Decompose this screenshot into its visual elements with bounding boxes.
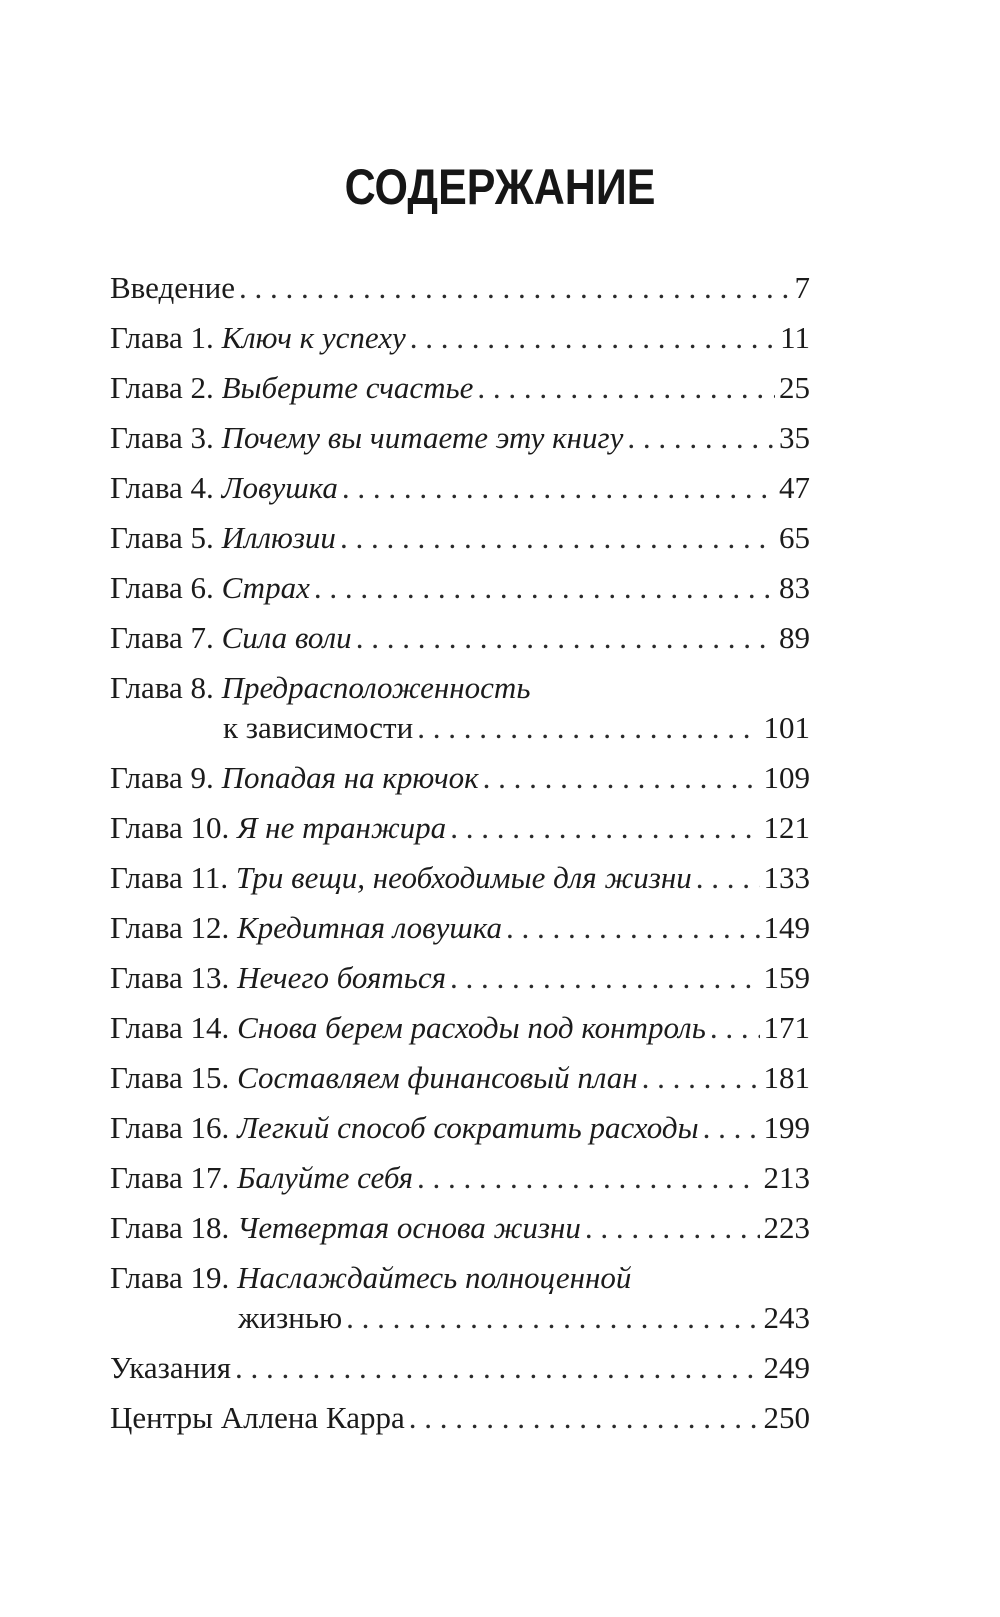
toc-entry-chapter-3[interactable] — [110, 418, 810, 458]
toc-entry-label — [110, 668, 530, 708]
dot-leader — [239, 268, 791, 308]
chapter-title: Наслаждайтесь полноценной — [237, 1260, 632, 1295]
toc-entry-chapter-5[interactable] — [110, 518, 810, 558]
toc-entry-label — [110, 368, 473, 408]
chapter-prefix: Глава 12. — [110, 910, 238, 945]
toc-entry-label — [110, 418, 623, 458]
chapter-title: Балуйте себя — [237, 1160, 414, 1195]
dot-leader — [506, 908, 760, 948]
toc-page-number: 249 — [763, 1350, 810, 1385]
dot-leader — [450, 808, 759, 848]
toc-entry-label — [110, 618, 352, 658]
toc-page-number: 101 — [763, 710, 810, 745]
dot-leader — [314, 568, 775, 608]
toc-entry-chapter-12[interactable] — [110, 908, 810, 948]
toc-entry-label — [110, 908, 502, 948]
chapter-prefix: Глава 5. — [110, 520, 222, 555]
chapter-title: Три вещи, необходимые для жизни — [235, 860, 692, 895]
toc-page-number: 121 — [763, 810, 810, 845]
chapter-title: Ловушка — [221, 470, 338, 505]
toc-entry-chapter-18[interactable] — [110, 1208, 810, 1248]
toc-page-number: 223 — [763, 1210, 810, 1245]
toc-entry-chapter-16[interactable] — [110, 1108, 810, 1148]
dot-leader — [627, 418, 775, 458]
dot-leader — [235, 1348, 759, 1388]
toc-page-number: 199 — [763, 1110, 810, 1145]
chapter-title: Выберите счастье — [221, 370, 474, 405]
toc-entry-label — [110, 858, 692, 898]
chapter-title: Четвертая основа жизни — [237, 1210, 581, 1245]
toc-entry-chapter-10[interactable] — [110, 808, 810, 848]
chapter-prefix: Глава 11. — [110, 860, 236, 895]
toc-entry-chapter-19-continued[interactable] — [110, 1298, 810, 1338]
toc-page-number: 11 — [780, 320, 810, 355]
dot-leader — [409, 1398, 760, 1438]
dot-leader — [477, 368, 775, 408]
chapter-prefix: Глава 1. — [110, 320, 222, 355]
toc-entry-label — [110, 1258, 631, 1298]
chapter-prefix: Глава 17. — [110, 1160, 238, 1195]
chapter-title: Ключ к успеху — [221, 320, 406, 355]
chapter-prefix: Глава 4. — [110, 470, 222, 505]
dot-leader — [710, 1008, 760, 1048]
dot-leader — [703, 1108, 760, 1148]
toc-entry-label — [110, 468, 338, 508]
toc-page-number: 181 — [763, 1060, 810, 1095]
toc-entry-chapter-19[interactable] — [110, 1258, 810, 1298]
toc-page-number: 109 — [763, 760, 810, 795]
chapter-prefix: Глава 9. — [110, 760, 222, 795]
dot-leader — [696, 858, 760, 898]
chapter-prefix: Глава 14. — [110, 1010, 238, 1045]
toc-entry-label — [110, 808, 446, 848]
chapter-title: Предрасположенность — [221, 670, 531, 705]
chapter-title: Попадая на крючок — [221, 760, 479, 795]
toc-entry-chapter-4[interactable] — [110, 468, 810, 508]
dot-leader — [585, 1208, 760, 1248]
toc-entry-chapter-8[interactable] — [110, 668, 810, 708]
chapter-title: Сила воли — [221, 620, 352, 655]
chapter-prefix: Глава 16. — [110, 1110, 238, 1145]
toc-entry-label — [110, 568, 310, 608]
toc-entry-label — [110, 1208, 581, 1248]
table-of-contents — [110, 268, 810, 1448]
toc-entry-chapter-13[interactable] — [110, 958, 810, 998]
toc-page-number: 213 — [763, 1160, 810, 1195]
chapter-prefix: Глава 3. — [110, 420, 222, 455]
chapter-title: Легкий способ сократить расходы — [237, 1110, 699, 1145]
toc-page-number: 83 — [779, 570, 810, 605]
chapter-title: Снова берем расходы под контроль — [237, 1010, 706, 1045]
toc-page-number: 243 — [763, 1300, 810, 1335]
toc-entry-chapter-6[interactable] — [110, 568, 810, 608]
chapter-prefix: Глава 18. — [110, 1210, 238, 1245]
toc-entry-chapter-9[interactable] — [110, 758, 810, 798]
toc-entry-chapter-11[interactable] — [110, 858, 810, 898]
toc-page-number: 250 — [763, 1400, 810, 1435]
dot-leader — [342, 468, 775, 508]
toc-entry-chapter-15[interactable] — [110, 1058, 810, 1098]
toc-page-number: 89 — [779, 620, 810, 655]
toc-page-number: 149 — [763, 910, 810, 945]
dot-leader — [417, 1158, 759, 1198]
dot-leader — [346, 1298, 759, 1338]
chapter-title: Составляем финансовый план — [237, 1060, 638, 1095]
toc-page-number: 25 — [779, 370, 810, 405]
toc-page-number: 171 — [763, 1010, 810, 1045]
toc-entry-label — [110, 518, 336, 558]
toc-entry-chapter-7[interactable] — [110, 618, 810, 658]
toc-entry-label — [110, 1158, 413, 1198]
toc-entry-notes[interactable] — [110, 1348, 810, 1388]
toc-entry-chapter-8-continued[interactable] — [110, 708, 810, 748]
toc-page-number: 65 — [779, 520, 810, 555]
toc-entry-chapter-14[interactable] — [110, 1008, 810, 1048]
toc-page-number: 133 — [763, 860, 810, 895]
dot-leader — [340, 518, 775, 558]
chapter-title: Я не транжира — [237, 810, 447, 845]
dot-leader — [356, 618, 775, 658]
chapter-prefix: Глава 10. — [110, 810, 238, 845]
toc-entry-label — [110, 758, 479, 798]
toc-entry-chapter-17[interactable] — [110, 1158, 810, 1198]
chapter-title: Почему вы читаете эту книгу — [221, 420, 624, 455]
chapter-prefix: Глава 7. — [110, 620, 222, 655]
dot-leader — [410, 318, 776, 358]
chapter-prefix: Глава 8. — [110, 670, 222, 705]
toc-entry-label — [110, 1058, 638, 1098]
chapter-title-continued: к зависимости — [223, 710, 414, 745]
chapter-title: Иллюзии — [221, 520, 336, 555]
toc-entry-label: Введение — [110, 270, 235, 305]
chapter-title: Кредитная ловушка — [237, 910, 502, 945]
chapter-prefix: Глава 19. — [110, 1260, 238, 1295]
toc-page-number: 35 — [779, 420, 810, 455]
dot-leader — [450, 958, 759, 998]
chapter-title: Страх — [221, 570, 310, 605]
toc-entry-label: Указания — [110, 1350, 232, 1385]
chapter-prefix: Глава 2. — [110, 370, 222, 405]
toc-entry-label — [110, 958, 446, 998]
toc-page-number: 7 — [794, 270, 810, 305]
chapter-prefix: Глава 15. — [110, 1060, 238, 1095]
chapter-title: Нечего бояться — [237, 960, 447, 995]
page-title: СОДЕРЖАНИЕ — [344, 159, 656, 215]
toc-entry-chapter-2[interactable] — [110, 368, 810, 408]
dot-leader — [483, 758, 760, 798]
toc-entry-allen-carr-centres[interactable] — [110, 1398, 810, 1438]
toc-entry-label — [110, 1008, 706, 1048]
toc-page-number: 159 — [763, 960, 810, 995]
chapter-prefix: Глава 13. — [110, 960, 238, 995]
dot-leader — [417, 708, 759, 748]
toc-entry-label — [110, 1108, 699, 1148]
toc-entry-label — [110, 318, 406, 358]
dot-leader — [642, 1058, 760, 1098]
toc-entry-label: Центры Аллена Карра — [110, 1400, 405, 1435]
toc-entry-chapter-1[interactable] — [110, 318, 810, 358]
chapter-prefix: Глава 6. — [110, 570, 222, 605]
chapter-title-continued: жизнью — [238, 1300, 343, 1335]
toc-entry-introduction[interactable] — [110, 268, 810, 308]
toc-page-number: 47 — [779, 470, 810, 505]
